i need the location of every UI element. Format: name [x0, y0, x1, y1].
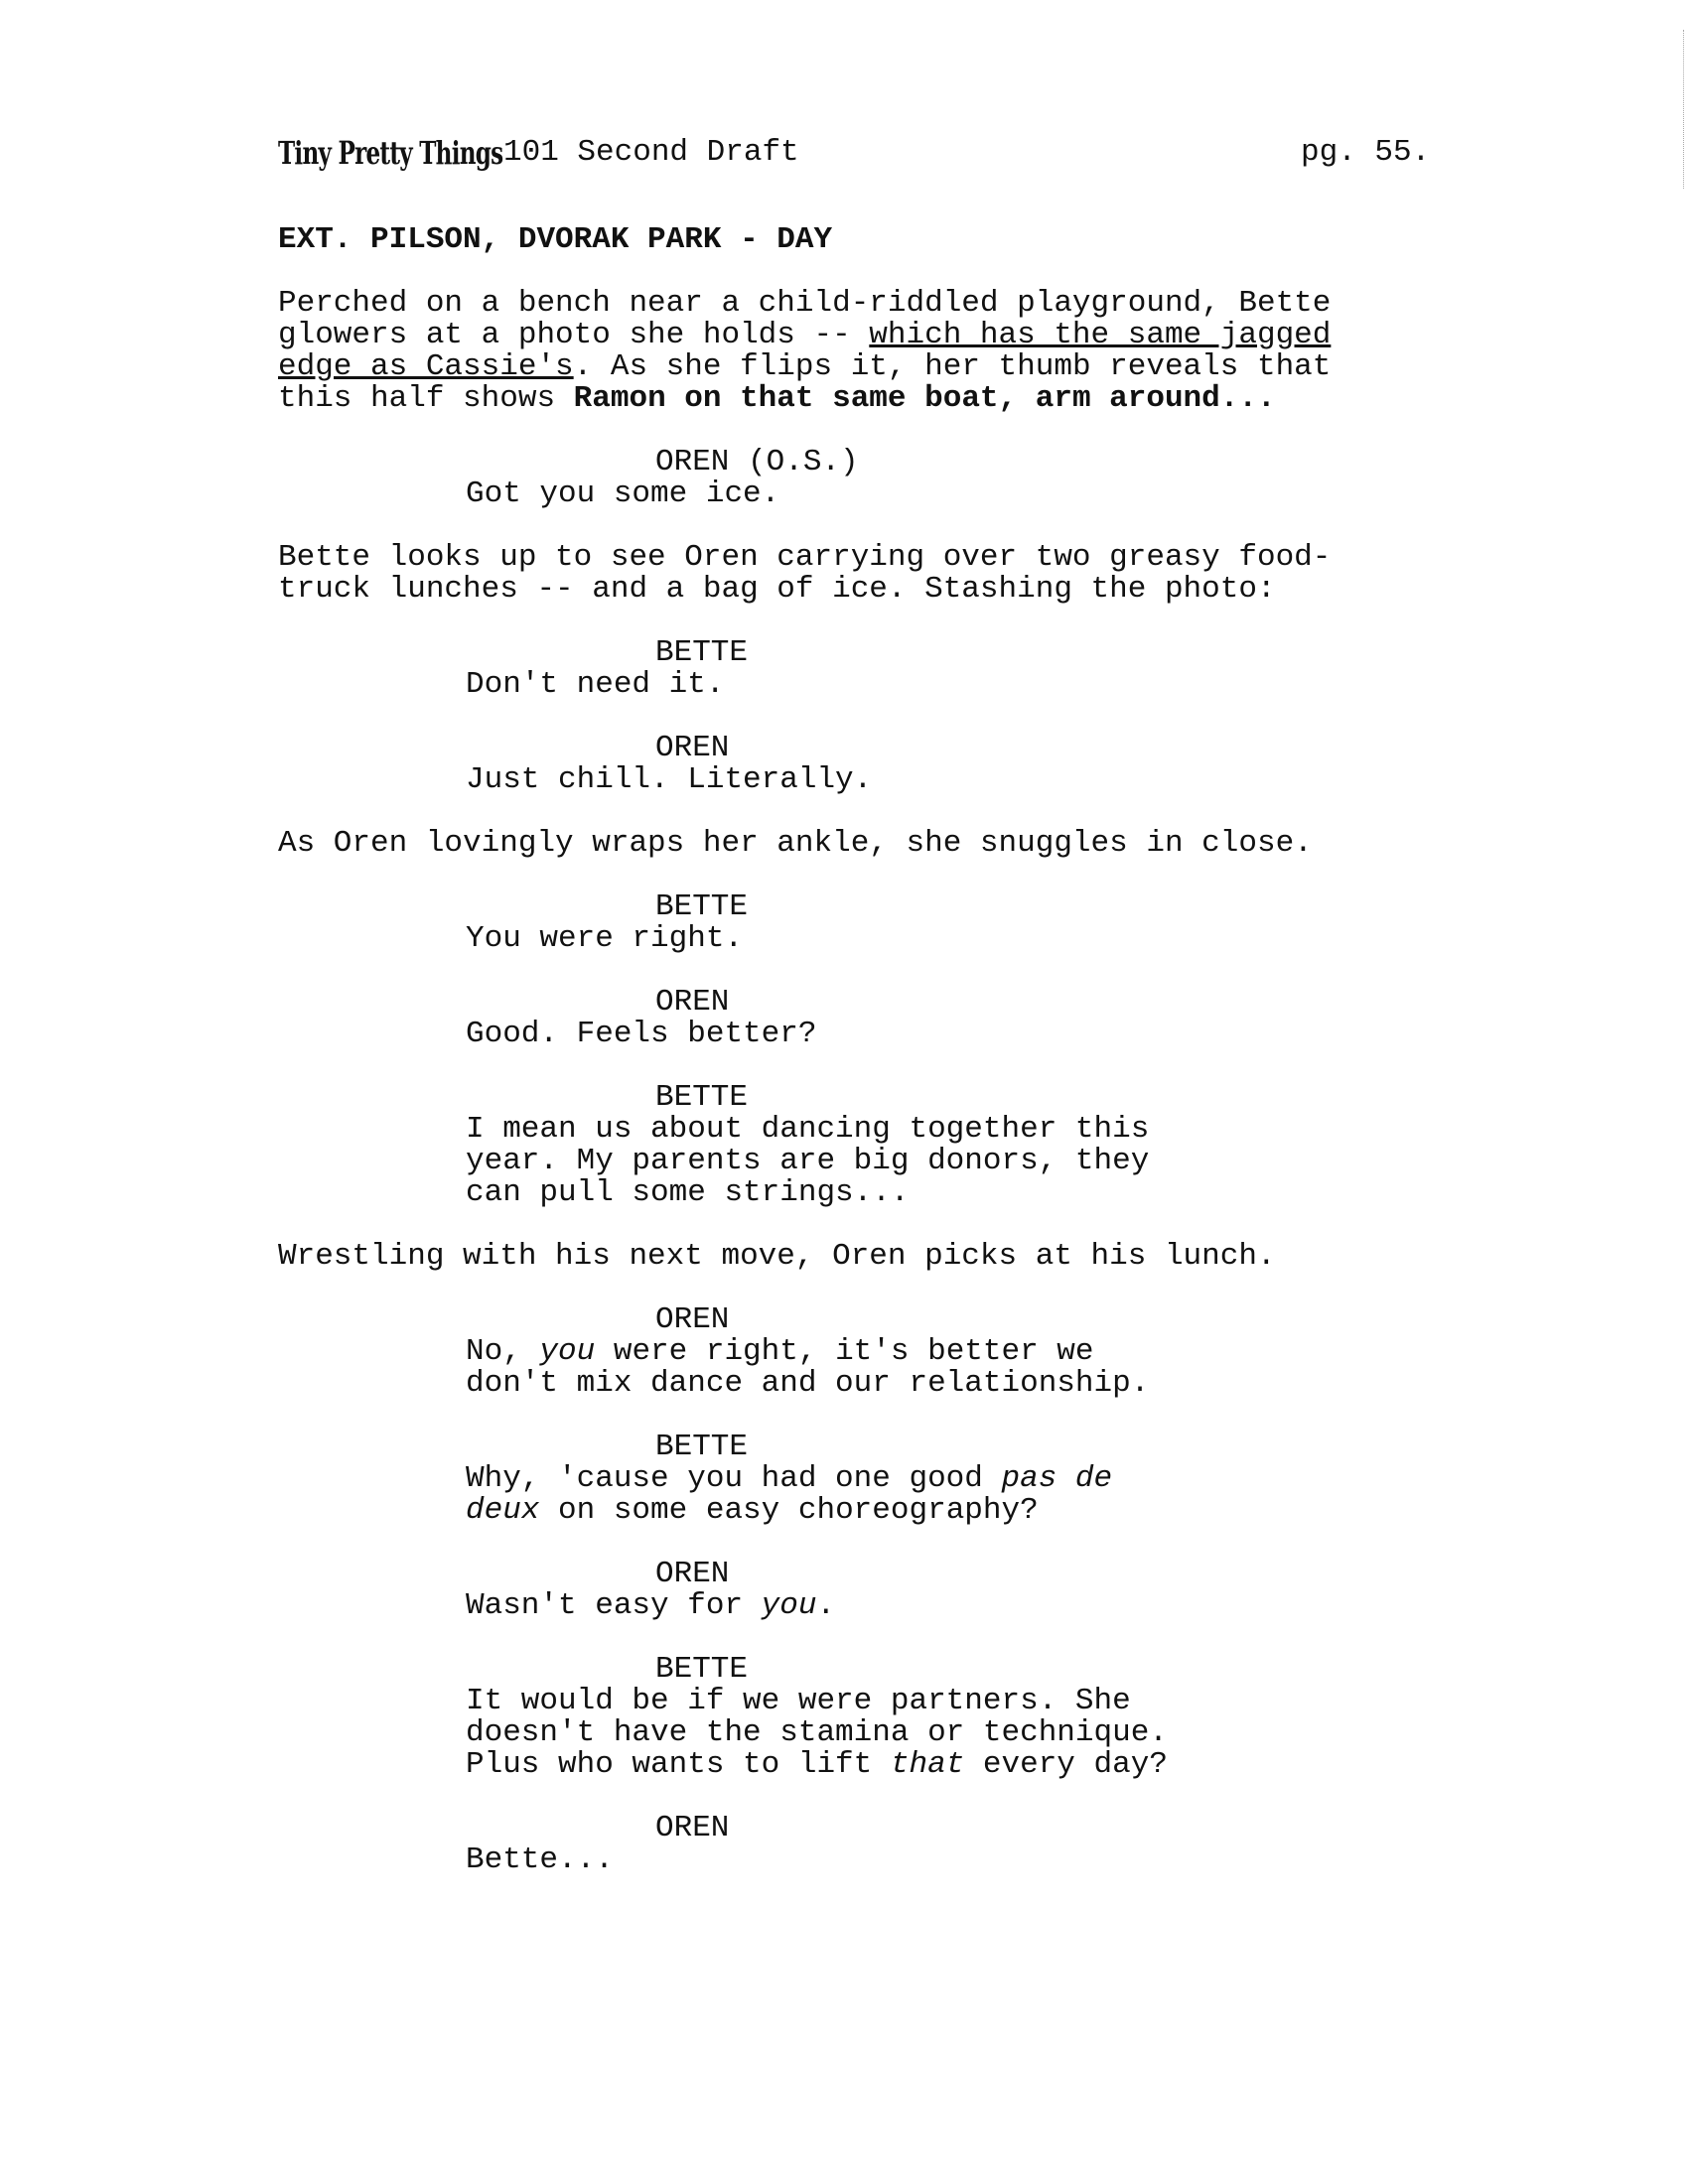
margin-scan-marks: [1683, 30, 1686, 189]
italic-text: that: [890, 1747, 965, 1782]
action-line: truck lunches -- and a bag of ice. Stashing the photo:: [278, 572, 1276, 607]
dialogue-text: No,: [466, 1334, 540, 1369]
dialogue-text: on some easy choreography?: [539, 1493, 1039, 1528]
dialogue-line: Just chill. Literally.: [466, 762, 873, 797]
character-name: BETTE: [655, 1080, 749, 1115]
dialogue-line: Good. Feels better?: [466, 1017, 817, 1051]
dialogue-line: can pull some strings...: [466, 1175, 910, 1210]
action-line: As Oren lovingly wraps her ankle, she snuggles in close.: [278, 826, 1313, 861]
dialogue-line: [466, 1749, 1168, 1781]
dialogue-text: Why, 'cause you had one good: [466, 1461, 1002, 1496]
dialogue-text: were right, it's better we: [595, 1334, 1094, 1369]
dialogue-line: You were right.: [466, 921, 744, 956]
dialogue-line: [466, 1463, 1112, 1495]
character-name: BETTE: [655, 889, 749, 924]
action-line: Wrestling with his next move, Oren picks at his lunch.: [278, 1239, 1276, 1274]
dialogue-line: [466, 1495, 1039, 1527]
dialogue-text: Wasn't easy for: [466, 1588, 762, 1623]
dialogue-line: [466, 1590, 835, 1622]
character-name: OREN: [655, 1811, 730, 1845]
italic-text: pas de: [1001, 1461, 1113, 1496]
action-line: Bette looks up to see Oren carrying over two greasy food-: [278, 540, 1332, 575]
bold-text: Ramon on that same boat, arm around...: [573, 381, 1276, 416]
dialogue-line: doesn't have the stamina or technique.: [466, 1715, 1168, 1750]
dialogue-text: every day?: [964, 1747, 1168, 1782]
scene-heading: EXT. PILSON, DVORAK PARK - DAY: [278, 222, 833, 257]
dialogue-line: [466, 1336, 1094, 1368]
character-name: OREN (O.S.): [655, 445, 859, 479]
dialogue-line: It would be if we were partners. She: [466, 1684, 1131, 1718]
italic-text: you: [539, 1334, 596, 1369]
dialogue-line: Got you some ice.: [466, 477, 780, 511]
page-number: pg. 55.: [1301, 135, 1431, 170]
character-name: BETTE: [655, 1430, 749, 1464]
action-text: . As she flips it, her thumb reveals that: [573, 349, 1332, 384]
character-name: OREN: [655, 1302, 730, 1337]
dialogue-line: year. My parents are big donors, they: [466, 1144, 1150, 1178]
show-title-logo: Tiny Pretty Things: [278, 134, 503, 172]
dialogue-line: I mean us about dancing together this: [466, 1112, 1150, 1147]
character-name: OREN: [655, 1557, 730, 1591]
action-line: Perched on a bench near a child-riddled playground, Bette: [278, 286, 1332, 321]
dialogue-text: .: [816, 1588, 836, 1623]
underlined-text: edge as Cassie's: [278, 349, 574, 384]
draft-label: 101 Second Draft: [503, 135, 799, 170]
dialogue-line: don't mix dance and our relationship.: [466, 1366, 1150, 1401]
character-name: BETTE: [655, 635, 749, 670]
dialogue-line: Bette...: [466, 1843, 614, 1877]
action-line: [278, 351, 1331, 383]
underlined-text: which has the same jagged: [869, 318, 1332, 352]
action-line: [278, 383, 1276, 415]
italic-text: deux: [466, 1493, 540, 1528]
action-line: [278, 320, 1331, 351]
dialogue-line: Don't need it.: [466, 667, 725, 702]
action-text: this half shows: [278, 381, 574, 416]
character-name: OREN: [655, 985, 730, 1020]
character-name: BETTE: [655, 1652, 749, 1687]
character-name: OREN: [655, 731, 730, 765]
italic-text: you: [761, 1588, 817, 1623]
dialogue-text: Plus who wants to lift: [466, 1747, 891, 1782]
action-text: glowers at a photo she holds --: [278, 318, 870, 352]
